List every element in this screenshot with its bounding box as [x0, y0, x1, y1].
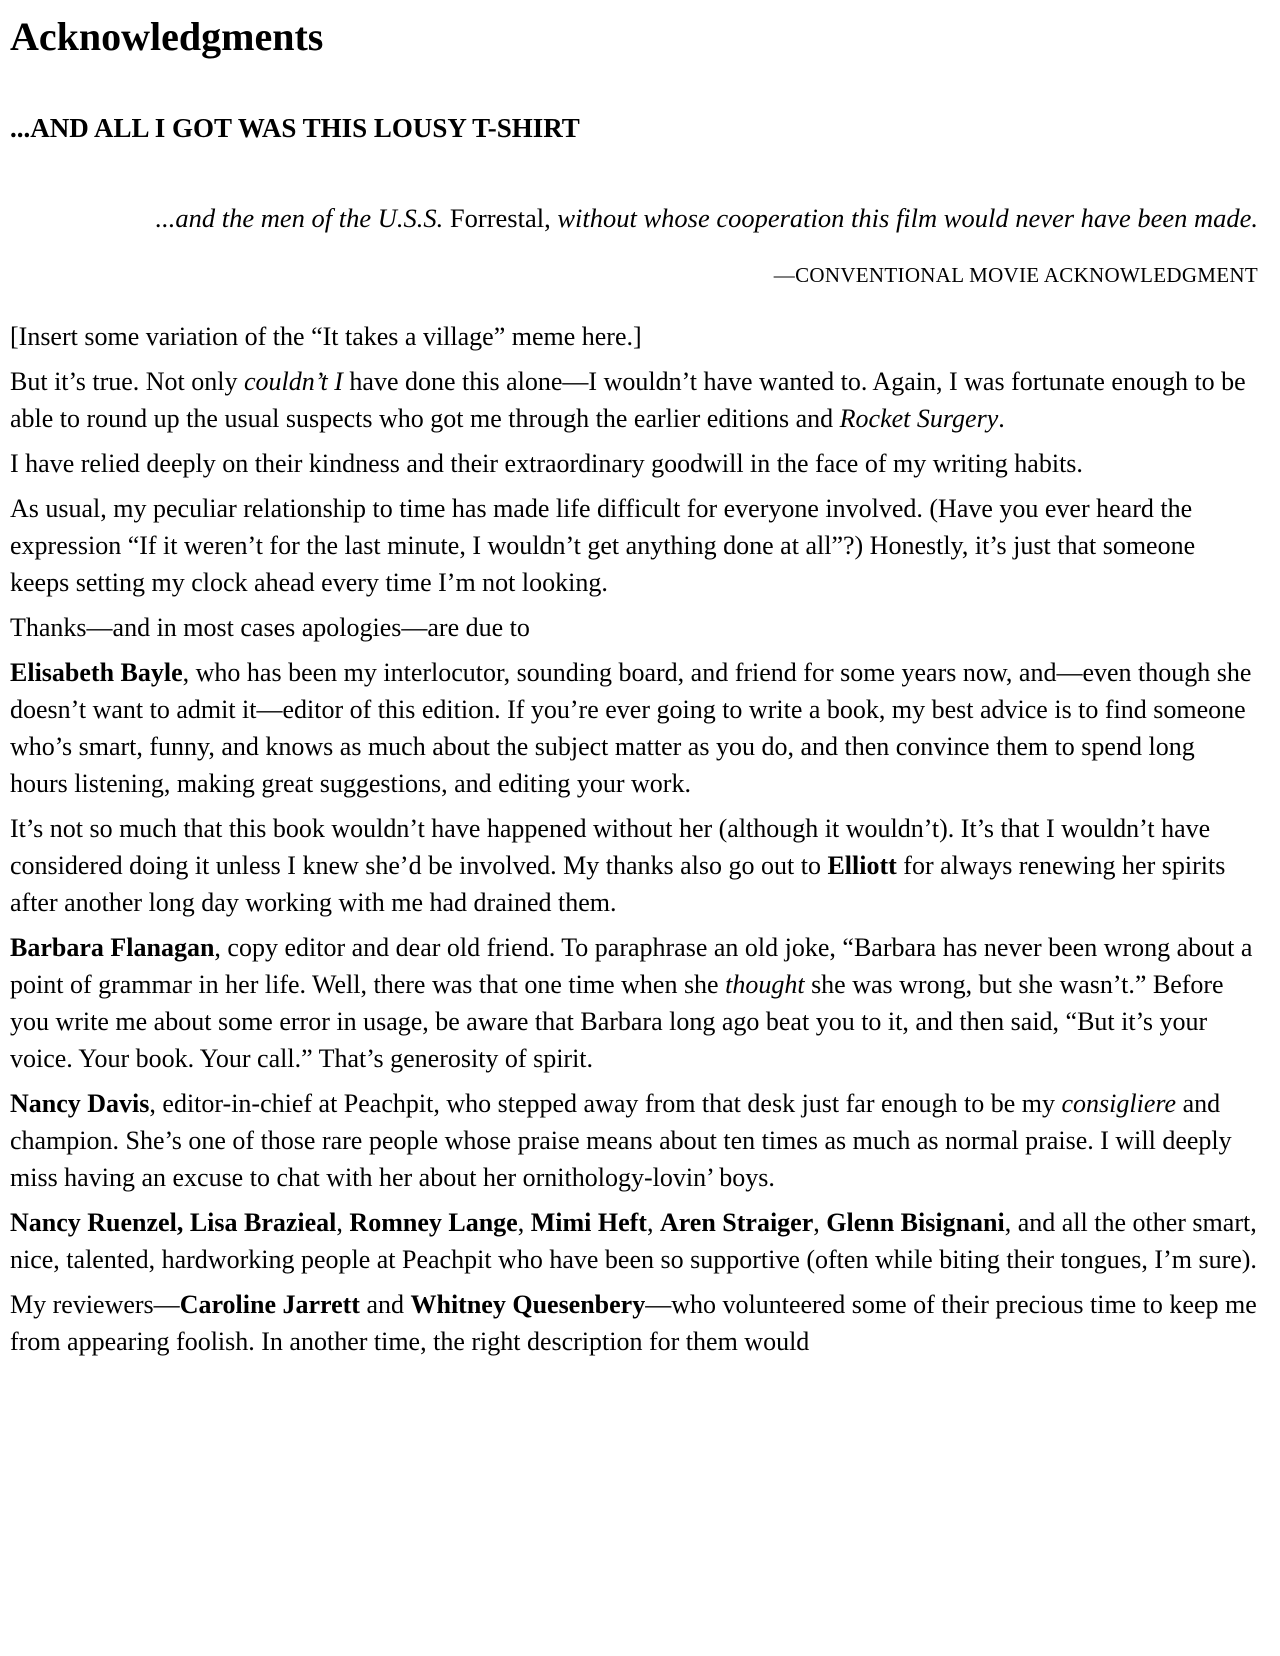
paragraph-but-its-true: [10, 363, 1258, 437]
text-segment: ,: [813, 1208, 827, 1238]
paragraph-reviewers: [10, 1286, 1258, 1360]
text-segment: Caroline Jarrett: [179, 1290, 360, 1320]
text-segment: Rocket Surgery: [839, 404, 999, 434]
text-segment: , and all the other smart, nice, talented, hardworking people at Peachpit who have been so supportive (often while biting their tongues, I’m sure).: [10, 1208, 1257, 1275]
text-segment: , copy editor and dear old friend. To paraphrase an old joke, “Barbara has never been wrong about a point of grammar in her life. Well, there was that one time when she: [10, 933, 1253, 1000]
text-segment: As usual, my peculiar relationship to time has made life difficult for everyone involved. (Have you ever heard the expression “If it weren’t for the last minute, I wouldn’t get anything done at all”?) Honestly, it’s just that someone keeps setting my clock ahead every time I’m not looking.: [10, 494, 1196, 598]
paragraph-thanks-due-to: [10, 609, 1258, 646]
text-segment: for always renewing her spirits after another long day working with me had drained them.: [10, 851, 1226, 918]
text-segment: I have relied deeply on their kindness and their extraordinary goodwill in the face of my writing habits.: [10, 449, 1083, 479]
dedication-subtitle: ...AND ALL I GOT WAS THIS LOUSY T-SHIRT: [10, 113, 580, 143]
text-segment: Whitney Quesenbery: [410, 1290, 646, 1320]
epigraph-attribution: —CONVENTIONAL MOVIE ACKNOWLEDGMENT: [773, 263, 1258, 288]
paragraph-barbara-flanagan: [10, 929, 1258, 1077]
text-segment: Elisabeth Bayle: [10, 658, 183, 688]
text-segment: and: [359, 1290, 411, 1320]
text-segment: Nancy Ruenzel, Lisa Brazieal: [10, 1208, 337, 1238]
text-segment: ...and the men of the U.S.S.: [155, 203, 450, 234]
body-text: [10, 318, 1258, 1360]
epigraph: [10, 200, 1258, 288]
paragraph-elliott: [10, 810, 1258, 921]
text-segment: and champion. She’s one of those rare people whose praise means about ten times as much as normal praise. I will deeply miss having an excuse to chat with her about her ornithology-lovin’ boys.: [10, 1089, 1232, 1193]
text-segment: Nancy Davis: [10, 1089, 150, 1119]
paragraph-nancy-davis: [10, 1085, 1258, 1196]
text-segment: Aren Straiger: [659, 1208, 814, 1238]
text-segment: Glenn Bisignani: [826, 1208, 1005, 1238]
text-segment: Mimi Heft: [530, 1208, 647, 1238]
text-segment: [Insert some variation of the “It takes a village” meme here.]: [10, 322, 642, 352]
text-segment: Barbara Flanagan: [10, 933, 215, 963]
text-segment: ,: [336, 1208, 350, 1238]
paragraph-elisabeth-bayle: [10, 654, 1258, 802]
text-segment: .: [998, 404, 1005, 434]
paragraph-relied-deeply: [10, 445, 1258, 482]
text-segment: It’s not so much that this book wouldn’t have happened without her (although it wouldn’t). It’s that I wouldn’t have considered doing it unless I knew she’d be involved. My thanks also go out to: [10, 814, 1211, 881]
text-segment: Thanks—and in most cases apologies—are due to: [10, 613, 530, 643]
text-segment: without whose cooperation this film would never have been made.: [557, 203, 1258, 234]
text-segment: My reviewers—: [10, 1290, 180, 1320]
paragraph-peachpit-team: [10, 1204, 1258, 1278]
page-title: Acknowledgments: [10, 14, 324, 59]
text-segment: couldn’t I: [244, 367, 343, 397]
paragraph-relationship-to-time: [10, 490, 1258, 601]
text-segment: , editor-in-chief at Peachpit, who stepped away from that desk just far enough to be my: [149, 1089, 1062, 1119]
paragraph-insert-meme: [10, 318, 1258, 355]
text-segment: But it’s true. Not only: [10, 367, 244, 397]
text-segment: Romney Lange: [349, 1208, 518, 1238]
text-segment: ,: [517, 1208, 531, 1238]
epigraph-text: [10, 200, 1258, 237]
text-segment: she was wrong, but she wasn’t.” Before you write me about some error in usage, be aware that Barbara long ago beat you to it, and then said, “But it’s your voice. Your book. Your call.” That’s generosity of spirit.: [10, 970, 1224, 1074]
text-segment: have done this alone—I wouldn’t have wanted to. Again, I was fortunate enough to be able to round up the usual suspects who got me through the earlier editions and: [10, 367, 1246, 434]
text-segment: consigliere: [1061, 1089, 1177, 1119]
text-segment: ,: [646, 1208, 660, 1238]
text-segment: thought: [725, 970, 805, 1000]
text-segment: Forrestal,: [449, 203, 558, 234]
text-segment: —who volunteered some of their precious time to keep me from appearing foolish. In another time, the right description for them would: [10, 1290, 1257, 1357]
text-segment: , who has been my interlocutor, sounding board, and friend for some years now, and—even though she doesn’t want to admit it—editor of this edition. If you’re ever going to write a book, my best advice is to find someone who’s smart, funny, and knows as much about the subject matter as you do, and then convince them to spend long hours listening, making great suggestions, and editing your work.: [10, 658, 1252, 799]
text-segment: Elliott: [827, 851, 897, 881]
